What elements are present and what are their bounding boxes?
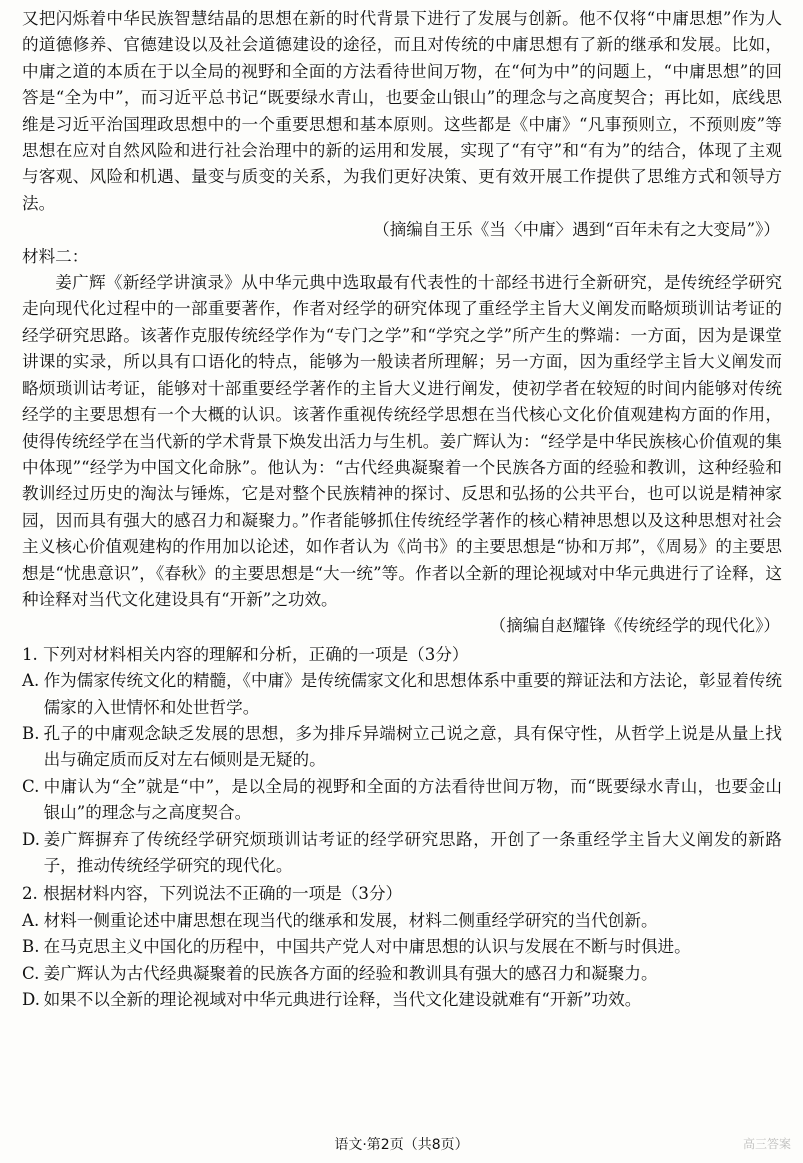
option-c (22, 961, 782, 987)
question-stem: 2. 根据材料内容，下列说法不正确的一项是（3分） (22, 884, 403, 904)
material1-source: （摘编自王乐《当〈中庸〉遇到“百年未有之大变局”》） (373, 220, 780, 240)
option-letter: D. (22, 829, 40, 849)
option-c (22, 774, 782, 827)
material2-source: （摘编自赵耀锋《传统经学的现代化》） (489, 616, 780, 636)
question-2 (22, 881, 782, 1013)
option-a (22, 668, 782, 721)
option-text: 孔子的中庸观念缺乏发展的思想，多为排斥异端树立己说之意，具有保守性，从哲学上说是从量上找出与确定质而反对左右倾则是无疑的。 (43, 723, 782, 770)
option-text: 姜广辉认为古代经典凝聚着的民族各方面的经验和教训具有强大的感召力和凝聚力。 (43, 963, 658, 983)
option-b (22, 934, 782, 960)
page-footer: 语文·第2页（共8页） (334, 1137, 469, 1153)
option-letter: B. (22, 937, 40, 957)
option-letter: B. (22, 723, 40, 743)
option-text: 在马克思主义中国化的历程中，中国共产党人对中庸思想的认识与发展在不断与时俱进。 (43, 937, 691, 957)
option-d (22, 827, 782, 880)
option-letter: D. (22, 990, 40, 1010)
option-letter: A. (22, 910, 40, 930)
option-b (22, 721, 782, 774)
question-1 (22, 642, 782, 880)
option-letter: C. (22, 776, 40, 796)
option-a (22, 908, 782, 934)
option-text: 作为儒家传统文化的精髓，《中庸》是传统儒家文化和思想体系中重要的辩证法和方法论，彰显着传统儒家的入世情怀和处世哲学。 (43, 671, 782, 717)
watermark: 高三答案 (742, 1136, 791, 1151)
material2-label: 材料二： (22, 246, 89, 266)
page-content (22, 6, 782, 1013)
option-letter: C. (22, 963, 40, 983)
option-text: 中庸认为“全”就是“中”，是以全局的视野和全面的方法看待世间万物，而“既要绿水青山，也要金山银山”的理念与之高度契合。 (43, 776, 782, 823)
question-stem: 1. 下列对材料相关内容的理解和分析，正确的一项是（3分） (22, 644, 469, 664)
material2-paragraph: 姜广辉《新经学讲演录》从中华元典中选取最有代表性的十部经书进行全新研究，是传统经学研究走向现代化过程中的一部重要著作，作者对经学的研究体现了重经学主旨大义阐发而略烦琐训诂考证的经学研究思路。该著作克服传统经学作为“专门之学”和“学究之学”所产生的弊端：一方面，因为是课堂讲课的实录，所以具有口语化的特点，能够为一般读者所理解；另一方面，因为重经学主旨大义阐发而略烦琐训诂考证，能够对十部重要经学著作的主旨大义进行阐发，使初学者在较短的时间内能够对传统经学的主要思想有一个大概的认识。该著作重视传统经学思想在当代核心文化价值观建构方面的作用，使得传统经学在当代新的学术背景下焕发出活力与生机。姜广辉认为：“经学是中华民族核心价值观的集中体现”“经学为中国文化命脉”。他认为：“古代经典凝聚着一个民族各方面的经验和教训，这种经验和教训经过历史的淘汰与锤炼，它是对整个民族精神的探讨、反思和弘扬的公共平台，也可以说是精神家园，因而具有强大的感召力和凝聚力。”作者能够抓住传统经学著作的核心精神思想以及这种思想对社会主义核心价值观建构的作用加以论述，如作者认为《尚书》的主要思想是“协和万邦”，《周易》的主要思想是“忧患意识”，《春秋》的主要思想是“大一统”等。作者以全新的理论视域对中华元典进行了诠释，这种诠释对当代文化建设具有“开新”之功效。 (22, 273, 782, 609)
option-d (22, 987, 782, 1013)
option-letter: A. (22, 671, 40, 691)
option-text: 如果不以全新的理论视域对中华元典进行诠释，当代文化建设就难有“开新”功效。 (43, 990, 642, 1010)
option-text: 材料一侧重论述中庸思想在现当代的继承和发展，材料二侧重经学研究的当代创新。 (43, 910, 658, 930)
option-text: 姜广辉摒弃了传统经学研究烦琐训诂考证的经学研究思路，开创了一条重经学主旨大义阐发的新路子，推动传统经学研究的现代化。 (43, 829, 782, 875)
material1-paragraph: 又把闪烁着中华民族智慧结晶的思想在新的时代背景下进行了发展与创新。他不仅将“中庸思想”作为人的道德修养、官德建设以及社会道德建设的途径，而且对传统的中庸思想有了新的继承和发展。比如，中庸之道的本质在于以全局的视野和全面的方法看待世间万物，在“何为中”的问题上，“中庸思想”的回答是“全为中”，而习近平总书记“既要绿水青山，也要金山银山”的理念与之高度契合；再比如，底线思维是习近平治国理政思想中的一个重要思想和基本原则。这些都是《中庸》“凡事预则立，不预则废”等思想在应对自然风险和进行社会治理中的新的运用和发展，实现了“有守”和“有为”的结合，体现了主观与客观、风险和机遇、量变与质变的关系，为我们更好决策、更有效开展工作提供了思维方式和领导方法。 (22, 9, 782, 213)
